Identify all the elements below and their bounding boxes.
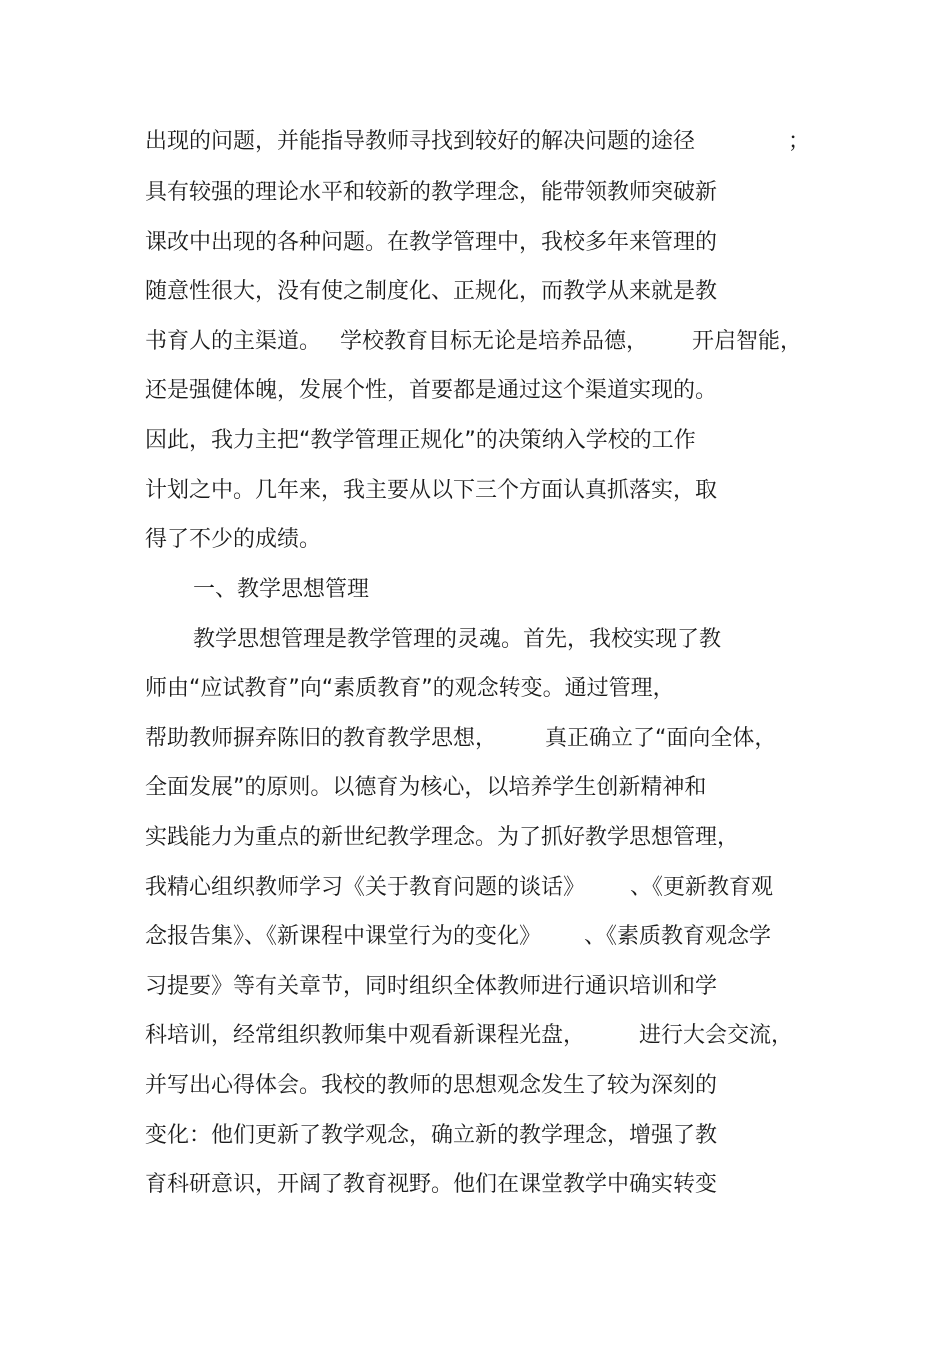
text-segment: 念报告集》、《新课程中课堂行为的变化》 (145, 924, 542, 949)
text-line (0, 971, 950, 1003)
text-segment: 随意性很大，没有使之制度化、正规化，而教学从来就是教 (145, 279, 718, 304)
text-line (0, 425, 950, 457)
text-segment: 、《素质教育观念学 (584, 924, 772, 949)
text-segment: 全面发展”的原则。以德育为核心，以培养学生创新精神和 (145, 775, 707, 800)
text-segment: 具有较强的理论水平和较新的教学理念，能带领教师突破新 (145, 180, 718, 205)
text-line (0, 227, 950, 259)
text-segment: 育科研意识，开阔了教育视野。他们在课堂教学中确实转变 (145, 1172, 718, 1197)
text-segment: 出现的问题，并能指导教师寻找到较好的解决问题的途径 (145, 129, 696, 154)
text-segment: ； (788, 129, 811, 154)
text-segment: 并写出心得体会。我校的教师的思想观念发生了较为深刻的 (145, 1073, 718, 1098)
text-line (0, 177, 950, 209)
text-segment: 学校教育目标无论是培养品德， (340, 329, 649, 354)
text-line (0, 326, 950, 358)
text-line (0, 1070, 950, 1102)
text-segment: 开启智能， (692, 329, 803, 354)
text-segment: 因此，我力主把“教学管理正规化”的决策纳入学校的工作 (145, 428, 696, 453)
text-line (0, 475, 950, 507)
text-segment: 得了不少的成绩。 (145, 527, 322, 552)
text-line (0, 375, 950, 407)
text-segment: 进行大会交流， (639, 1023, 794, 1048)
text-segment: 帮助教师摒弃陈旧的教育教学思想， (145, 726, 498, 751)
text-line (0, 772, 950, 804)
text-segment: 真正确立了“面向全体， (545, 726, 777, 751)
text-segment: 习提要》等有关章节，同时组织全体教师进行通识培训和学 (145, 974, 718, 999)
text-segment: 计划之中。几年来，我主要从以下三个方面认真抓落实，取 (145, 478, 718, 503)
text-segment: 一、教学思想管理 (193, 577, 370, 602)
text-line (0, 524, 950, 556)
text-line (0, 126, 950, 158)
text-line (0, 1169, 950, 1201)
text-segment: 科培训，经常组织教师集中观看新课程光盘， (145, 1023, 586, 1048)
text-segment: 、《更新教育观 (630, 875, 774, 900)
text-segment: 还是强健体魄，发展个性，首要都是通过这个渠道实现的。 (145, 378, 718, 403)
text-segment: 实践能力为重点的新世纪教学理念。为了抓好教学思想管理， (145, 825, 740, 850)
text-segment: 课改中出现的各种问题。在教学管理中，我校多年来管理的 (145, 230, 718, 255)
text-line (0, 921, 950, 953)
text-segment: 我精心组织教师学习《关于教育问题的谈话》 (145, 875, 586, 900)
text-segment: 书育人的主渠道。 (145, 329, 322, 354)
text-line (0, 276, 950, 308)
text-line (0, 624, 950, 656)
text-segment: 变化：他们更新了教学观念，确立新的教学理念，增强了教 (145, 1123, 718, 1148)
text-line (0, 1120, 950, 1152)
section-heading (0, 574, 950, 606)
text-line (0, 1020, 950, 1052)
text-line (0, 723, 950, 755)
text-line (0, 822, 950, 854)
text-segment: 师由“应试教育”向“素质教育”的观念转变。通过管理， (145, 676, 675, 701)
text-line (0, 673, 950, 705)
text-segment: 教学思想管理是教学管理的灵魂。首先，我校实现了教 (193, 627, 722, 652)
text-line (0, 872, 950, 904)
